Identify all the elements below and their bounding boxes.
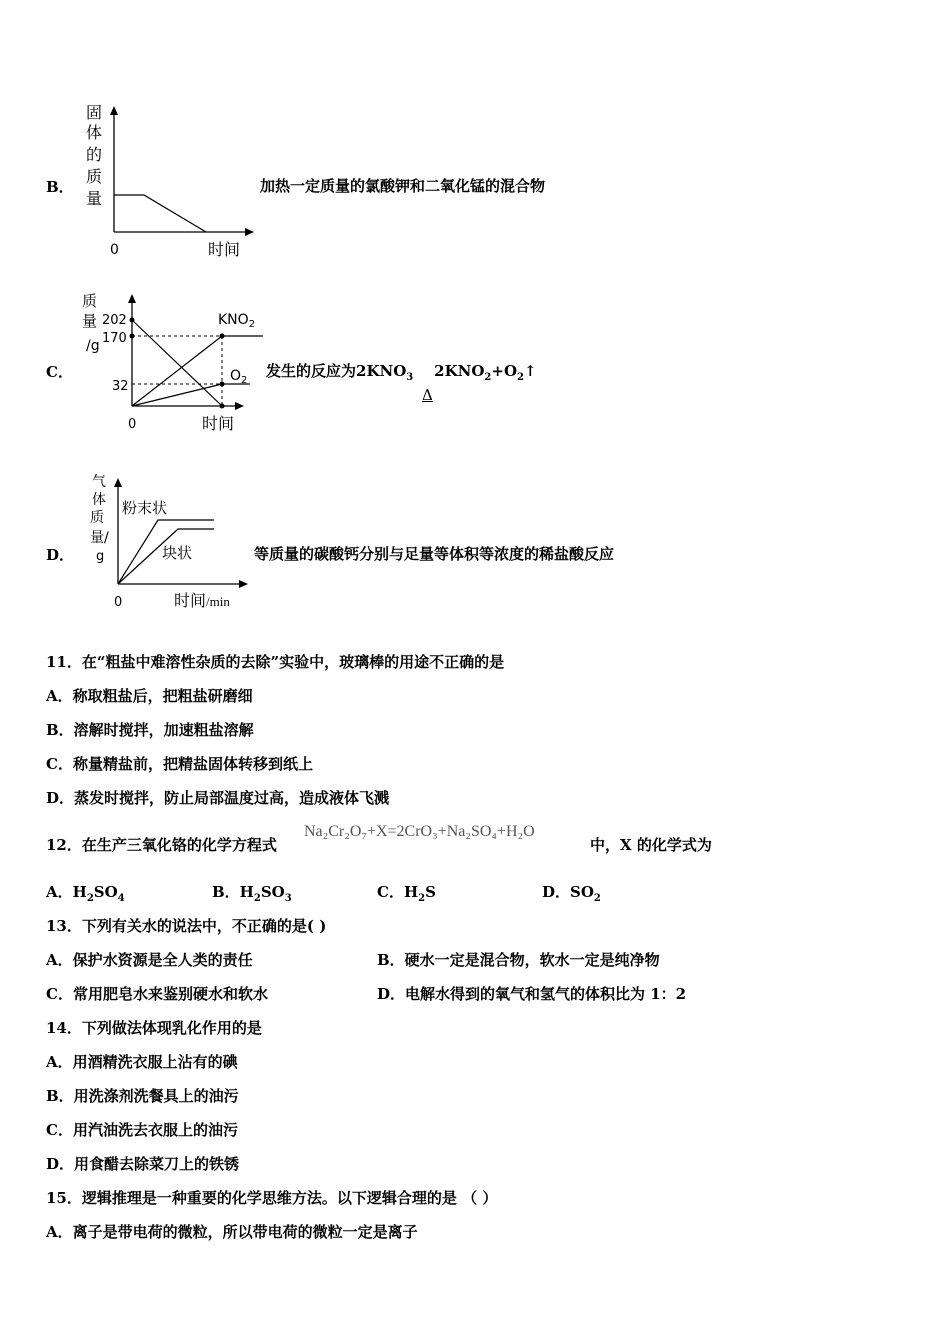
graph-b-x-label: 时间 <box>208 240 241 259</box>
graph-b-y-label <box>86 103 102 208</box>
svg-text:体: 体 <box>92 492 106 508</box>
svg-text:量: 量 <box>86 189 103 208</box>
q14-option-a: A．用酒精洗衣服上沾有的碘 <box>46 1053 238 1071</box>
q14-stem: 14．下列做法体现乳化作用的是 <box>46 1019 262 1037</box>
q12-option-a: A．$H_2SO_4$ <box>46 883 125 904</box>
graph-b-line <box>114 195 206 232</box>
option-c-description: 发生的反应为$2KNO_3$ $2KNO_2+O_2↑$ <box>266 362 537 383</box>
q11-option-a: A．称取粗盐后，把粗盐研磨细 <box>46 687 253 705</box>
svg-text:体: 体 <box>86 123 103 142</box>
option-d-label: D． <box>46 546 75 564</box>
q14-option-c: C．用汽油洗去衣服上的油污 <box>46 1121 238 1139</box>
q12-option-d: D．$SO_2$ <box>542 883 601 904</box>
tick-32: 32 <box>112 379 129 394</box>
q14-option-b: B．用洗涤剂洗餐具上的油污 <box>46 1087 239 1105</box>
svg-text:量/: 量/ <box>90 530 109 546</box>
graph-c-origin: 0 <box>128 417 137 432</box>
q12-option-c: C．$H_2S$ <box>377 883 436 904</box>
graph-d-x-label: 时间/min <box>174 591 230 610</box>
reaction-condition: Δ <box>422 386 433 404</box>
q12-stem-suffix: 中，X 的化学式为 <box>590 836 712 854</box>
svg-text:的: 的 <box>86 145 103 164</box>
graph-d <box>78 468 258 618</box>
svg-text:固: 固 <box>86 103 103 122</box>
q11-stem: 11．在“粗盐中难溶性杂质的去除”实验中，玻璃棒的用途不正确的是 <box>46 653 505 671</box>
graph-c-y-label: 质 <box>82 292 98 310</box>
q13-option-b: B．硬水一定是混合物，软水一定是纯净物 <box>377 951 660 969</box>
block-label: 块状 <box>162 544 193 562</box>
graph-c-kno2-label: $KNO_2$ <box>218 312 256 330</box>
option-c-label: C． <box>46 363 73 381</box>
tick-202: 202 <box>102 313 127 328</box>
q11-option-d: D．蒸发时搅拌，防止局部温度过高，造成液体飞溅 <box>46 789 390 807</box>
powder-label: 粉末状 <box>122 499 168 517</box>
svg-text:质: 质 <box>86 167 103 186</box>
tick-170: 170 <box>102 331 127 346</box>
graph-c-x-label: 时间 <box>202 414 235 433</box>
q12-stem-prefix: 12．在生产三氧化铬的化学方程式 <box>46 836 277 854</box>
svg-text:g: g <box>96 549 105 564</box>
graph-b-origin: 0 <box>110 242 119 258</box>
q12-option-b: B．$H_2SO_3$ <box>212 883 292 904</box>
option-b-description: 加热一定质量的氯酸钾和二氧化锰的混合物 <box>260 177 546 195</box>
q11-option-c: C．称量精盐前，把精盐固体转移到纸上 <box>46 755 313 773</box>
q15-stem: 15．逻辑推理是一种重要的化学思维方法。以下逻辑合理的是 （ ） <box>46 1189 498 1207</box>
option-d-description: 等质量的碳酸钙分别与足量等体积等浓度的稀盐酸反应 <box>254 545 615 563</box>
svg-text:/g: /g <box>86 338 100 354</box>
q13-stem: 13．下列有关水的说法中，不正确的是( ) <box>46 917 327 935</box>
graph-d-origin: 0 <box>114 595 123 610</box>
graph-d-y-label: 气 <box>92 474 106 490</box>
q15-option-a: A．离子是带电荷的微粒，所以带电荷的微粒一定是离子 <box>46 1223 418 1241</box>
graph-b <box>78 100 258 260</box>
graph-c-o2-label: $O_2$ <box>230 368 248 386</box>
svg-text:质: 质 <box>90 510 104 526</box>
q14-option-d: D．用食醋去除菜刀上的铁锈 <box>46 1155 240 1173</box>
svg-text:量: 量 <box>82 312 98 330</box>
q13-option-a: A．保护水资源是全人类的责任 <box>46 951 253 969</box>
q13-option-c: C．常用肥皂水来鉴别硬水和软水 <box>46 985 268 1003</box>
q13-option-d: D．电解水得到的氧气和氢气的体积比为 1：2 <box>377 985 687 1003</box>
q12-equation: Na₂Cr₂O₇+X=2CrO₃+Na₂SO₄+H₂O <box>304 823 535 840</box>
graph-c <box>78 288 268 438</box>
option-b-label: B． <box>46 178 74 196</box>
q11-option-b: B．溶解时搅拌，加速粗盐溶解 <box>46 721 254 739</box>
